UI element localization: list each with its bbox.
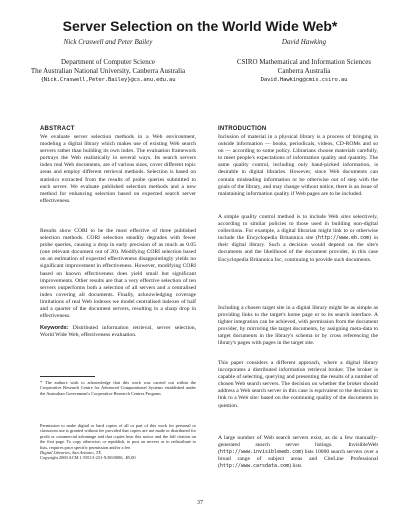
keywords-label: Keywords: [40, 325, 69, 331]
footnote-rule [40, 376, 95, 377]
email-left: {Nick.Craswell,Peter.Bailey}@cs.anu.edu.au [40, 77, 176, 83]
permission-text: Permission to make digital or hard copies of all or part of this work for personal or classroom use is granted without fee provided that copies are not made or distributed for profit or commercial advantage and that copies bear this notice and the full citation on the first page. To copy otherwise, or republish, to post on servers or to redistribute to lists, requires prior specific permission and/or a fee. [40, 423, 196, 450]
carsdata-url: http://www.carsdata.com [219, 463, 290, 470]
keywords [40, 325, 196, 339]
affiliation-left [14, 58, 202, 75]
authors-right: David Hawking [281, 38, 327, 46]
abstract-paragraph-1: We evaluate server selection methods in a Web environment, modeling a digital library which makes use of existing Web search servers rather than building its own index. The evaluation framework portrays the Web realistically in several ways. Its search servers index real Web documents, are of various sizes, cover different topic areas and employ different retrieval methods. Selection is based on statistics extracted from the results of probe queries submitted to each server. We evaluate published selection methods and a new method for enhancing selection based on expected search server effectiveness. [40, 134, 196, 204]
paper-title: Server Selection on the World Wide Web* [62, 18, 338, 34]
permission-block [40, 423, 196, 461]
footnote: * The authors wish to acknowledge that this work was carried out within the Cooperative Research Centre for Advanced Computational Systems established under the Australian Government's Cooperative Research Centres Program. [40, 380, 196, 396]
intro-p5-part1: A large number of Web search servers exist, as do a few manually-generated search server listings. InvisibleWeb ( [218, 435, 378, 456]
intro-paragraph-2 [218, 214, 378, 264]
affiliation-right [218, 58, 390, 75]
copyright: Copyright 2000 ACM 1-58113-231-X/00/0006...$5.00 [40, 455, 136, 461]
email-right: David.Hawking@cmis.csiro.au [260, 77, 348, 83]
invisibleweb-url: http://www.invisibleweb.com [219, 449, 302, 456]
intro-p2-part1: A simple quality control method is to include Web [218, 214, 341, 220]
intro-paragraph-1: Inclusion of material in a physical library is a process of bringing in outside information — books, periodicals, videos, CD-ROMs and so on — according to some policy. Librarians choose materials carefully, to meet people's expectations of information quality and quantity. The same quality control, including only hand-picked information, is desirable in digital libraries. However, since Web documents can contain misleading information or be otherwise out of step with the goals of the library, and may change without notice, there is an issue of maintaining information quality if Web pages are to be included. [218, 134, 378, 197]
affiliation-left-line2: The Australian National University, Canberra Australia [30, 66, 186, 75]
introduction-heading: INTRODUCTION [218, 126, 267, 132]
intro-p2-part3: ) in their digital library. Such a decision would depend on the site's documents and the likelihood of the document provider, in this case Encyclopedia Britannica Inc, continuing to provide such documents. [218, 235, 378, 263]
intro-paragraph-3: Including a chosen target site in a digital library might be as simple as providing links to the target's home page or to its search interface. A tighter integration can be achieved, with permission from the document provider, by mirroring the target documents, by assigning meta-data to target documents in the library's schema or by cross referencing the library's pages with pages in the target site. [218, 305, 378, 347]
intro-p2-part2: selectively, according to similar policies to those used in building non-digital collections. For example, a digital librarian might link to or otherwise include the Encyclopedia Britannica site ( [218, 214, 378, 242]
affiliation-left-line1: Department of Computer Science [61, 58, 155, 66]
affiliation-right-line1: CSIRO Mathematical and Information Sciences [236, 58, 372, 66]
keywords-text: Distributed information retrieval, server selection, World Wide Web, effectiveness evaluation. [40, 325, 196, 339]
intro-paragraph-4: This paper considers a different approach, where a digital library incorporates a distributed information retrieval broker. The broker is capable of selecting, querying and presenting the results of a number of chosen Web search servers. The decision on whether the broker should address a Web search server in this case is equivalent to the decision to link to a Web site: based on the continuing quality of the documents in question. [218, 360, 378, 409]
abstract-heading: ABSTRACT [40, 126, 75, 132]
abstract-paragraph-2: Results show CORI to be the most effective of three published selection methods. CORI selection steadily degrades with fewer probe queries, causing a drop in early precision of as much as 0.05 (one relevant document out of 20). Modifying CORI selection based on an estimation of expected effectiveness disappointingly yields no significant improvement in effectiveness. However, modifying CORI based on known effectiveness does yield small but significant improvements. Other results are that a very effective selection of ten servers outperforms both a selection of all servers and a centralised index covering all documents. Finally, acknowledging coverage limitations of real Web indexes we model centralised indexes of half and a quarter of the document servers, resulting in a sharp drop in effectiveness. [40, 228, 196, 320]
venue: Digital Libraries, San Antonio, TX. [40, 450, 103, 456]
intro-p2-emphasis: sites [340, 214, 351, 220]
page-number: 37 [197, 500, 203, 506]
intro-p5-part2: ) lists 10000 search servers over a broad range of subject areas and CiteLine Professional ( [218, 449, 378, 470]
intro-p5-part3: ) lists [289, 463, 302, 470]
affiliation-right-line2: Canberra Australia [277, 66, 331, 75]
intro-paragraph-5 [218, 435, 378, 470]
eb-url: http://www.eb.com [317, 235, 370, 242]
authors-left: Nick Craswell and Peter Bailey [63, 38, 153, 46]
